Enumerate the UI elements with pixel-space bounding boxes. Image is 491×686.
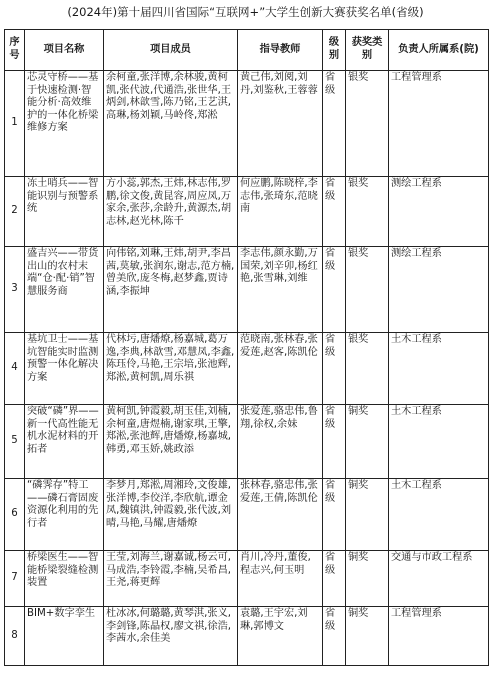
- table-row: [5, 71, 489, 177]
- cell-award: 银奖: [346, 333, 389, 405]
- cell-dept: 工程管理系: [389, 607, 489, 666]
- cell-dept: 土木工程系: [389, 405, 489, 479]
- cell-members: 李梦月,郑淞,周湘玲,文俊雄,张洋博,李佼洋,李欣航,谭金凤,魏镇洪,钟霞毅,张代波,刘晴,马艳,马耀,唐燔燎: [104, 479, 238, 551]
- cell-idx: 2: [5, 177, 25, 247]
- table-row: [5, 607, 489, 666]
- cell-award: 银奖: [346, 177, 389, 247]
- header-level: 级别: [323, 30, 346, 71]
- cell-level: 省级: [323, 71, 346, 177]
- cell-project: 基坑卫士——基坑智能实时监测预警一体化解决方案: [25, 333, 104, 405]
- cell-advisors: 肖川,冷丹,董俊,程志兴,何玉明: [238, 551, 323, 607]
- cell-dept: 测绘工程系: [389, 177, 489, 247]
- cell-award: 铜奖: [346, 607, 389, 666]
- cell-members: 方小蕊,郭杰,王炜,林志伟,罗鹏,徐文俊,黄昆容,周应凤,万家余,张莎,余龄升,黄源杰,胡志林,赵光林,陈千: [104, 177, 238, 247]
- table-row: [5, 479, 489, 551]
- cell-project: 桥梁医生——智能桥梁裂缝检测装置: [25, 551, 104, 607]
- header-advisors: 指导教师: [238, 30, 323, 71]
- cell-members: 王莹,刘海兰,谢嘉诚,杨云可,马成浩,李铃霞,李楠,吴希昌,王尧,蒋更辉: [104, 551, 238, 607]
- table-row: [5, 405, 489, 479]
- cell-level: 省级: [323, 551, 346, 607]
- cell-advisors: 范晓南,张林春,张爱莲,赵客,陈凯伦: [238, 333, 323, 405]
- cell-dept: 土木工程系: [389, 479, 489, 551]
- cell-advisors: 李志伟,颜永勤,万国荣,刘辛卯,杨红艳,张雪琳,刘维: [238, 247, 323, 333]
- header-award: 获奖类别: [346, 30, 389, 71]
- header-idx: 序号: [5, 30, 25, 71]
- cell-project: 芯灵守桥——基于快速检测·智能分析·高效维护的一体化桥梁维修方案: [25, 71, 104, 177]
- cell-members: 代林圬,唐燔燎,杨嘉城,葛万逸,李典,林歆雪,邓慧凤,李鑫,陈珏伶,马艳,王宗培,张池辉,郑淞,黄柯凯,周乐祺: [104, 333, 238, 405]
- cell-advisors: 黄己伟,刘阅,刘丹,刘鉴秋,王蓉蓉: [238, 71, 323, 177]
- cell-idx: 4: [5, 333, 25, 405]
- cell-idx: 1: [5, 71, 25, 177]
- cell-project: 冻土哨兵——智能识别与预警系统: [25, 177, 104, 247]
- table-row: [5, 333, 489, 405]
- cell-idx: 3: [5, 247, 25, 333]
- header-project: 项目名称: [25, 30, 104, 71]
- cell-idx: 5: [5, 405, 25, 479]
- cell-level: 省级: [323, 405, 346, 479]
- cell-advisors: 袁璐,王宇宏,刘琳,郭博文: [238, 607, 323, 666]
- cell-level: 省级: [323, 333, 346, 405]
- header-row: [5, 30, 489, 71]
- cell-dept: 土木工程系: [389, 333, 489, 405]
- table-row: [5, 177, 489, 247]
- cell-project: 盛吉兴——带货出山的农村末端“仓·配·销”智慧服务商: [25, 247, 104, 333]
- cell-project: 突破“磷”界——新一代高性能无机水泥材料的开拓者: [25, 405, 104, 479]
- cell-project: BIM+数字孪生: [25, 607, 104, 666]
- table-row: [5, 247, 489, 333]
- cell-dept: 工程管理系: [389, 71, 489, 177]
- cell-award: 铜奖: [346, 405, 389, 479]
- cell-members: 向伟铭,刘琳,王炜,胡尹,李昌茜,莫敏,张润东,谢志,范方楠,曾美欣,庞冬梅,赵梦鑫,贾诗涵,李振坤: [104, 247, 238, 333]
- header-dept: 负责人所属系(院): [389, 30, 489, 71]
- header-members: 项目成员: [104, 30, 238, 71]
- page-title: (2024年)第十届四川省国际“互联网+”大学生创新大赛获奖名单(省级): [67, 5, 424, 19]
- cell-award: 铜奖: [346, 551, 389, 607]
- cell-members: 余柯童,张洋博,余林骏,黄柯凯,张代波,代通浩,张世华,王炳剑,林歆雪,陈乃铭,王艺淇,高琳,杨刘颖,马岭佟,郑淞: [104, 71, 238, 177]
- cell-level: 省级: [323, 479, 346, 551]
- cell-advisors: 何应鹏,陈晓梓,李志伟,张琦东,范晓南: [238, 177, 323, 247]
- cell-advisors: 张林春,骆忠伟,张爱莲,王倩,陈凯伦: [238, 479, 323, 551]
- cell-advisors: 张爱莲,骆忠伟,鲁翔,徐权,余妹: [238, 405, 323, 479]
- table-row: [5, 551, 489, 607]
- cell-dept: 交通与市政工程系: [389, 551, 489, 607]
- cell-project: “磷霁存”特工——磷石膏固废资源化利用的先行者: [25, 479, 104, 551]
- cell-award: 铜奖: [346, 479, 389, 551]
- cell-award: 银奖: [346, 247, 389, 333]
- cell-idx: 7: [5, 551, 25, 607]
- awards-table: [4, 29, 489, 666]
- cell-award: 银奖: [346, 71, 389, 177]
- cell-level: 省级: [323, 177, 346, 247]
- cell-level: 省级: [323, 247, 346, 333]
- cell-idx: 6: [5, 479, 25, 551]
- cell-members: 杜冰冰,何璐璐,黄琴淇,张义,李剑锋,陈晶权,廖文祺,徐浩,李茜水,余佳美: [104, 607, 238, 666]
- cell-idx: 8: [5, 607, 25, 666]
- cell-members: 黄柯凯,钟霞毅,胡玉佳,刘楠,余柯童,唐煜楠,谢家琪,王擎,郑淞,张池辉,唐燔燎,杨嘉城,韩勇,邓玉娇,姚政添: [104, 405, 238, 479]
- cell-dept: 测绘工程系: [389, 247, 489, 333]
- cell-level: 省级: [323, 607, 346, 666]
